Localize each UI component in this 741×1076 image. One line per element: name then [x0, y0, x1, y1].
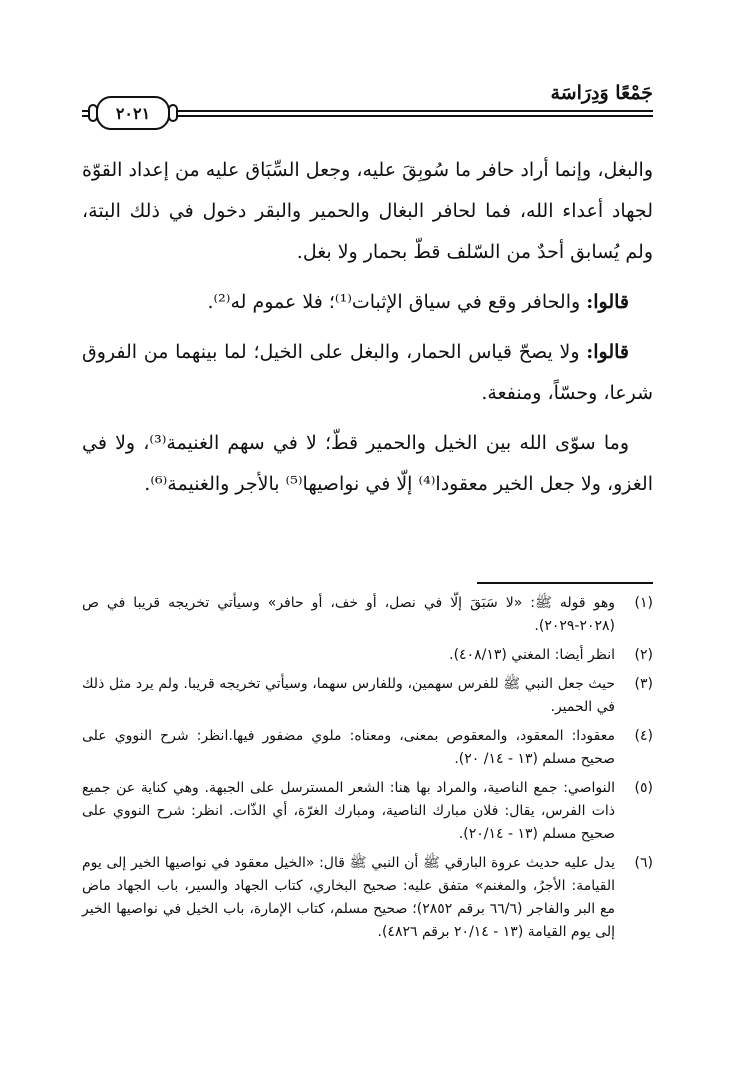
- main-text: [82, 150, 653, 514]
- footnote-number: (٦): [634, 855, 653, 871]
- footnote: [82, 725, 653, 771]
- paragraph-body: ولا يصحّ قياس الحمار، والبغل على الخيل؛ لما بينهما من الفروق شرعا، وحسّاً، ومنفعة.: [82, 341, 653, 404]
- footnote-text: يدل عليه حديث عروة البارقي ﷺ أن النبي ﷺ قال: «الخيل معقود في نواصيها الخير إلى يوم القيامة: الأجرُ، والمغنم» متفق عليه: صحيح البخاري، كتاب الجهاد والسير، باب الجهاد ماض مع البر والفاجر (٦٦/٦ برقم ٢٨٥٢)؛ صحيح مسلم، كتاب الإمارة، باب الخيل في نواصيها الخير إلى يوم القيامة (١٣ - ٢٠/١٤ برقم ٤٨٢٦).: [82, 855, 615, 940]
- paragraph-lead: قالوا:: [586, 341, 629, 363]
- footnote-text: انظر أيضا: المغني (٤٠٨/١٣).: [449, 647, 615, 663]
- footnote-separator: [477, 582, 653, 584]
- page-number: ٢٠٢١: [96, 96, 170, 130]
- paragraph-lead: قالوا:: [586, 291, 629, 313]
- footnote-text: معقودا: المعقود، والمعقوص بمعنى، ومعناه: ملوي مضفور فيها.انظر: شرح النووي على صحيح مسلم (١٣ - ١٤/ ٢٠).: [82, 728, 615, 767]
- footnote-text: النواصي: جمع الناصية، والمراد بها هنا: الشعر المسترسل على الجبهة. وهي كناية عن جميع ذات الفرس، يقال: فلان مبارك الناصية، ومبارك الغرّة، أي الذّات. انظر: شرح النووي على صحيح مسلم (١٣ - ٢٠/١٤).: [82, 780, 615, 842]
- footnote: [82, 673, 653, 719]
- footnote: [82, 777, 653, 846]
- footnote: [82, 852, 653, 944]
- footnote-number: (٣): [634, 676, 653, 692]
- paragraph: [82, 282, 653, 323]
- paragraph: وما سوّى الله بين الخيل والحمير قطّ؛ لا في سهم الغنيمة⁽³⁾، ولا في الغزو، ولا جعل الخير معقودا⁽⁴⁾ إلّا في نواصيها⁽⁵⁾ بالأجر والغنيمة⁽⁶⁾.: [82, 432, 653, 495]
- footnote-number: (٤): [634, 728, 653, 744]
- footnote-number: (٥): [634, 780, 653, 796]
- footnote: [82, 592, 653, 638]
- paragraph-body: والحافر وقع في سياق الإثبات⁽¹⁾؛ فلا عموم له⁽²⁾.: [207, 291, 587, 313]
- footnote-number: (٢): [634, 647, 653, 663]
- paragraph: والبغل، وإنما أراد حافر ما سُوبِقَ عليه، وجعل السِّبَاق عليه من إعداد القوّة لجهاد أعداء الله، فما لحافر البغال والحمير والبقر دخول في ذلك البتة، ولم يُسابق أحدٌ من السّلف قطّ بحمار ولا بغل.: [82, 159, 653, 263]
- footnote-number: (١): [634, 595, 653, 611]
- footnotes: [82, 592, 653, 950]
- paragraph: [82, 332, 653, 414]
- footnote: [82, 644, 653, 667]
- footnote-text: وهو قوله ﷺ: «لا سَبَقَ إلّا في نصل، أو خف، أو حافر» وسيأتي تخريجه قريبا في ص (٢٠٢٨-٢٠٢٩).: [82, 595, 615, 634]
- running-title: جَمْعًا وَدِرَاسَة: [550, 82, 653, 104]
- footnote-text: حيث جعل النبي ﷺ للفرس سهمين، وللفارس سهما، وسيأتي تخريجه قريبا. ولم يرد مثل ذلك في الحمير.: [82, 676, 615, 715]
